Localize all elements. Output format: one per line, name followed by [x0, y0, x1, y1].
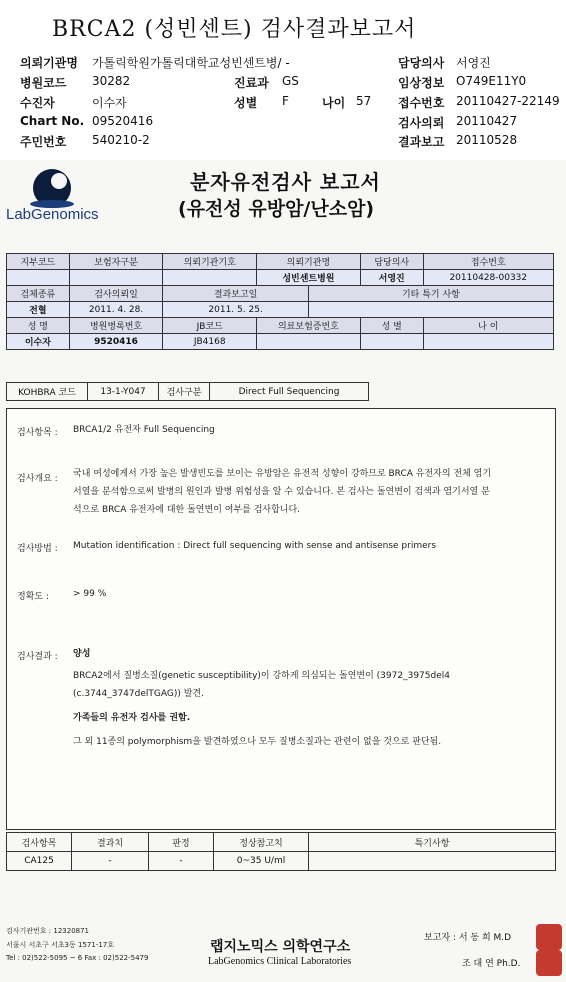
- header-cell: 결과치: [72, 833, 149, 852]
- value-department: GS: [282, 74, 299, 88]
- report-title: 분자유전검사 보고서: [190, 170, 381, 194]
- label-department: 진료과: [234, 76, 269, 90]
- cell: 전혈: [7, 302, 70, 318]
- tumor-marker-table: [6, 832, 556, 871]
- label-sex: 성별: [234, 96, 258, 110]
- label-doctor: 담당의사: [398, 56, 445, 70]
- finding-line: (c.3744_3747delTGAG)) 발견.: [73, 689, 204, 699]
- accuracy-label: 정확도 :: [17, 592, 49, 602]
- table-cell: [309, 852, 556, 871]
- header-cell: 판정: [149, 833, 214, 852]
- cell: [7, 270, 70, 286]
- cell: 담당의사: [360, 254, 423, 270]
- cell: JB코드: [163, 318, 257, 334]
- cell: 보험자구분: [69, 254, 163, 270]
- document-title: BRCA2 (성빈센트) 검사결과보고서: [52, 17, 417, 42]
- method-value: Mutation identification : Direct full sequencing with sense and antisense primers: [73, 541, 437, 551]
- cell: JB4168: [163, 334, 257, 350]
- cell: [360, 334, 423, 350]
- value-clinical-info: O749E11Y0: [456, 74, 527, 88]
- test-type: Direct Full Sequencing: [210, 383, 369, 401]
- overview-text: [73, 465, 549, 519]
- header-cell: 정상참고치: [214, 833, 309, 852]
- header-cell: 특기사항: [309, 833, 556, 852]
- cell: [163, 270, 257, 286]
- value-sex: F: [282, 94, 289, 108]
- result-label: 검사결과 :: [17, 652, 58, 662]
- label-report-date: 결과보고: [398, 135, 445, 149]
- cell: [257, 334, 361, 350]
- cell: 병원병록번호: [69, 318, 163, 334]
- cell: 의뢰기관명: [257, 254, 361, 270]
- label-age: 나이: [322, 96, 346, 110]
- value-request-date: 20110427: [456, 114, 518, 128]
- seal-stamp-icon: [536, 950, 562, 976]
- value-resident-no: 540210-2: [92, 133, 150, 147]
- lab-name-ko: 랩지노믹스 의학연구소: [210, 939, 351, 955]
- kohbra-label: KOHBRA 코드: [7, 383, 88, 401]
- cell: 서영진: [360, 270, 423, 286]
- header-cell: 검사항목: [7, 833, 72, 852]
- recommendation: 가족들의 유전자 검사를 권함.: [73, 713, 191, 723]
- cell: 검사의뢰일: [69, 286, 163, 302]
- label-clinical-info: 임상정보: [398, 76, 445, 90]
- lab-address: 서울시 서초구 서초3동 1571-17호: [6, 941, 114, 949]
- value-institution: 가톨릭학원가톨릭대학교성빈센트병/ -: [92, 56, 290, 70]
- reporter-1: 보고자 : 서 동 희 M.D: [424, 933, 512, 943]
- value-report-date: 20110528: [456, 133, 518, 147]
- kohbra-code: 13-1-Y047: [88, 383, 159, 401]
- accuracy-value: > 99 %: [73, 589, 107, 599]
- lab-name-en: LabGenomics Clinical Laboratories: [208, 956, 352, 967]
- report-subtitle: (유전성 유방암/난소암): [178, 198, 375, 220]
- label-hospital-code: 병원코드: [20, 76, 67, 90]
- cell: 검체종류: [7, 286, 70, 302]
- polymorphism-note: 그 외 11종의 polymorphism을 발견하였으나 모두 질병소질과는 관련이 없을 것으로 판단됨.: [73, 737, 442, 747]
- cell: [423, 334, 553, 350]
- reporter-2: 조 대 연 Ph.D.: [462, 959, 521, 969]
- kohbra-table: [6, 382, 369, 401]
- method-label: 검사방법 :: [17, 544, 58, 554]
- value-age: 57: [356, 94, 372, 108]
- cell: 9520416: [69, 334, 163, 350]
- value-patient: 이수자: [92, 96, 127, 110]
- label-resident-no: 주민번호: [20, 135, 67, 149]
- table-cell: -: [72, 852, 149, 871]
- cell: 20110428-00332: [423, 270, 553, 286]
- cell: 기타 특기 사항: [308, 286, 553, 302]
- overview-line: 국내 여성에게서 가장 높은 발생빈도를 보이는 유방암은 유전적 성향이 강하므로 BRCA 유전자의 전체 염기: [73, 469, 492, 479]
- cell: 지부코드: [7, 254, 70, 270]
- table-cell: -: [149, 852, 214, 871]
- cell: 성 명: [7, 318, 70, 334]
- value-doctor: 서영진: [456, 56, 491, 70]
- lab-reg-no: 검사기관번호 : 12320871: [6, 927, 90, 935]
- label-request-date: 검사의뢰: [398, 116, 445, 130]
- result-value: 양성: [73, 649, 91, 659]
- report-body: [6, 408, 556, 830]
- cell: 결과보고일: [163, 286, 309, 302]
- value-chart-no: 09520416: [92, 114, 154, 128]
- cell: [308, 302, 553, 318]
- overview-line: 석으로 BRCA 유전자에 대한 돌연변이 여부를 검사합니다.: [73, 505, 301, 515]
- value-hospital-code: 30282: [92, 74, 131, 88]
- cell: 나 이: [423, 318, 553, 334]
- finding-line: BRCA2에서 질병소질(genetic susceptibility)이 강하게 의심되는 돌연변이 (3972_3975del4: [73, 671, 450, 681]
- cell: 성 별: [360, 318, 423, 334]
- value-receipt-no: 20110427-22149: [456, 94, 560, 108]
- label-institution: 의뢰기관명: [20, 56, 78, 70]
- cell: 접수번호: [423, 254, 553, 270]
- cell: [69, 270, 163, 286]
- cell: 2011. 5. 25.: [163, 302, 309, 318]
- label-chart-no: Chart No.: [20, 114, 85, 128]
- item-label: 검사항목 :: [17, 428, 58, 438]
- cell: 의뢰기관기호: [163, 254, 257, 270]
- label-patient: 수진자: [20, 96, 55, 110]
- label-receipt-no: 접수번호: [398, 96, 445, 110]
- finding-text: [73, 667, 543, 703]
- cell: 이수자: [7, 334, 70, 350]
- overview-line: 서열을 분석함으로써 발병의 원인과 발병 위험성을 알 수 있습니다. 본 검사는 돌연변이 검색과 염기서열 분: [73, 487, 490, 497]
- info-table: [6, 253, 554, 350]
- table-cell: CA125: [7, 852, 72, 871]
- table-cell: 0~35 U/ml: [214, 852, 309, 871]
- cell: 성빈센트병원: [257, 270, 361, 286]
- item-value: BRCA1/2 유전자 Full Sequencing: [73, 425, 215, 435]
- lab-phone: Tel : 02)522-5095 ~ 6 Fax : 02)522-5479: [6, 954, 149, 962]
- test-type-label: 검사구분: [159, 383, 210, 401]
- cell: 의료보험증번호: [257, 318, 361, 334]
- overview-label: 검사개요 :: [17, 474, 58, 484]
- logo-text: LabGenomics: [6, 206, 99, 223]
- seal-stamp-icon: [536, 924, 562, 950]
- cell: 2011. 4. 28.: [69, 302, 163, 318]
